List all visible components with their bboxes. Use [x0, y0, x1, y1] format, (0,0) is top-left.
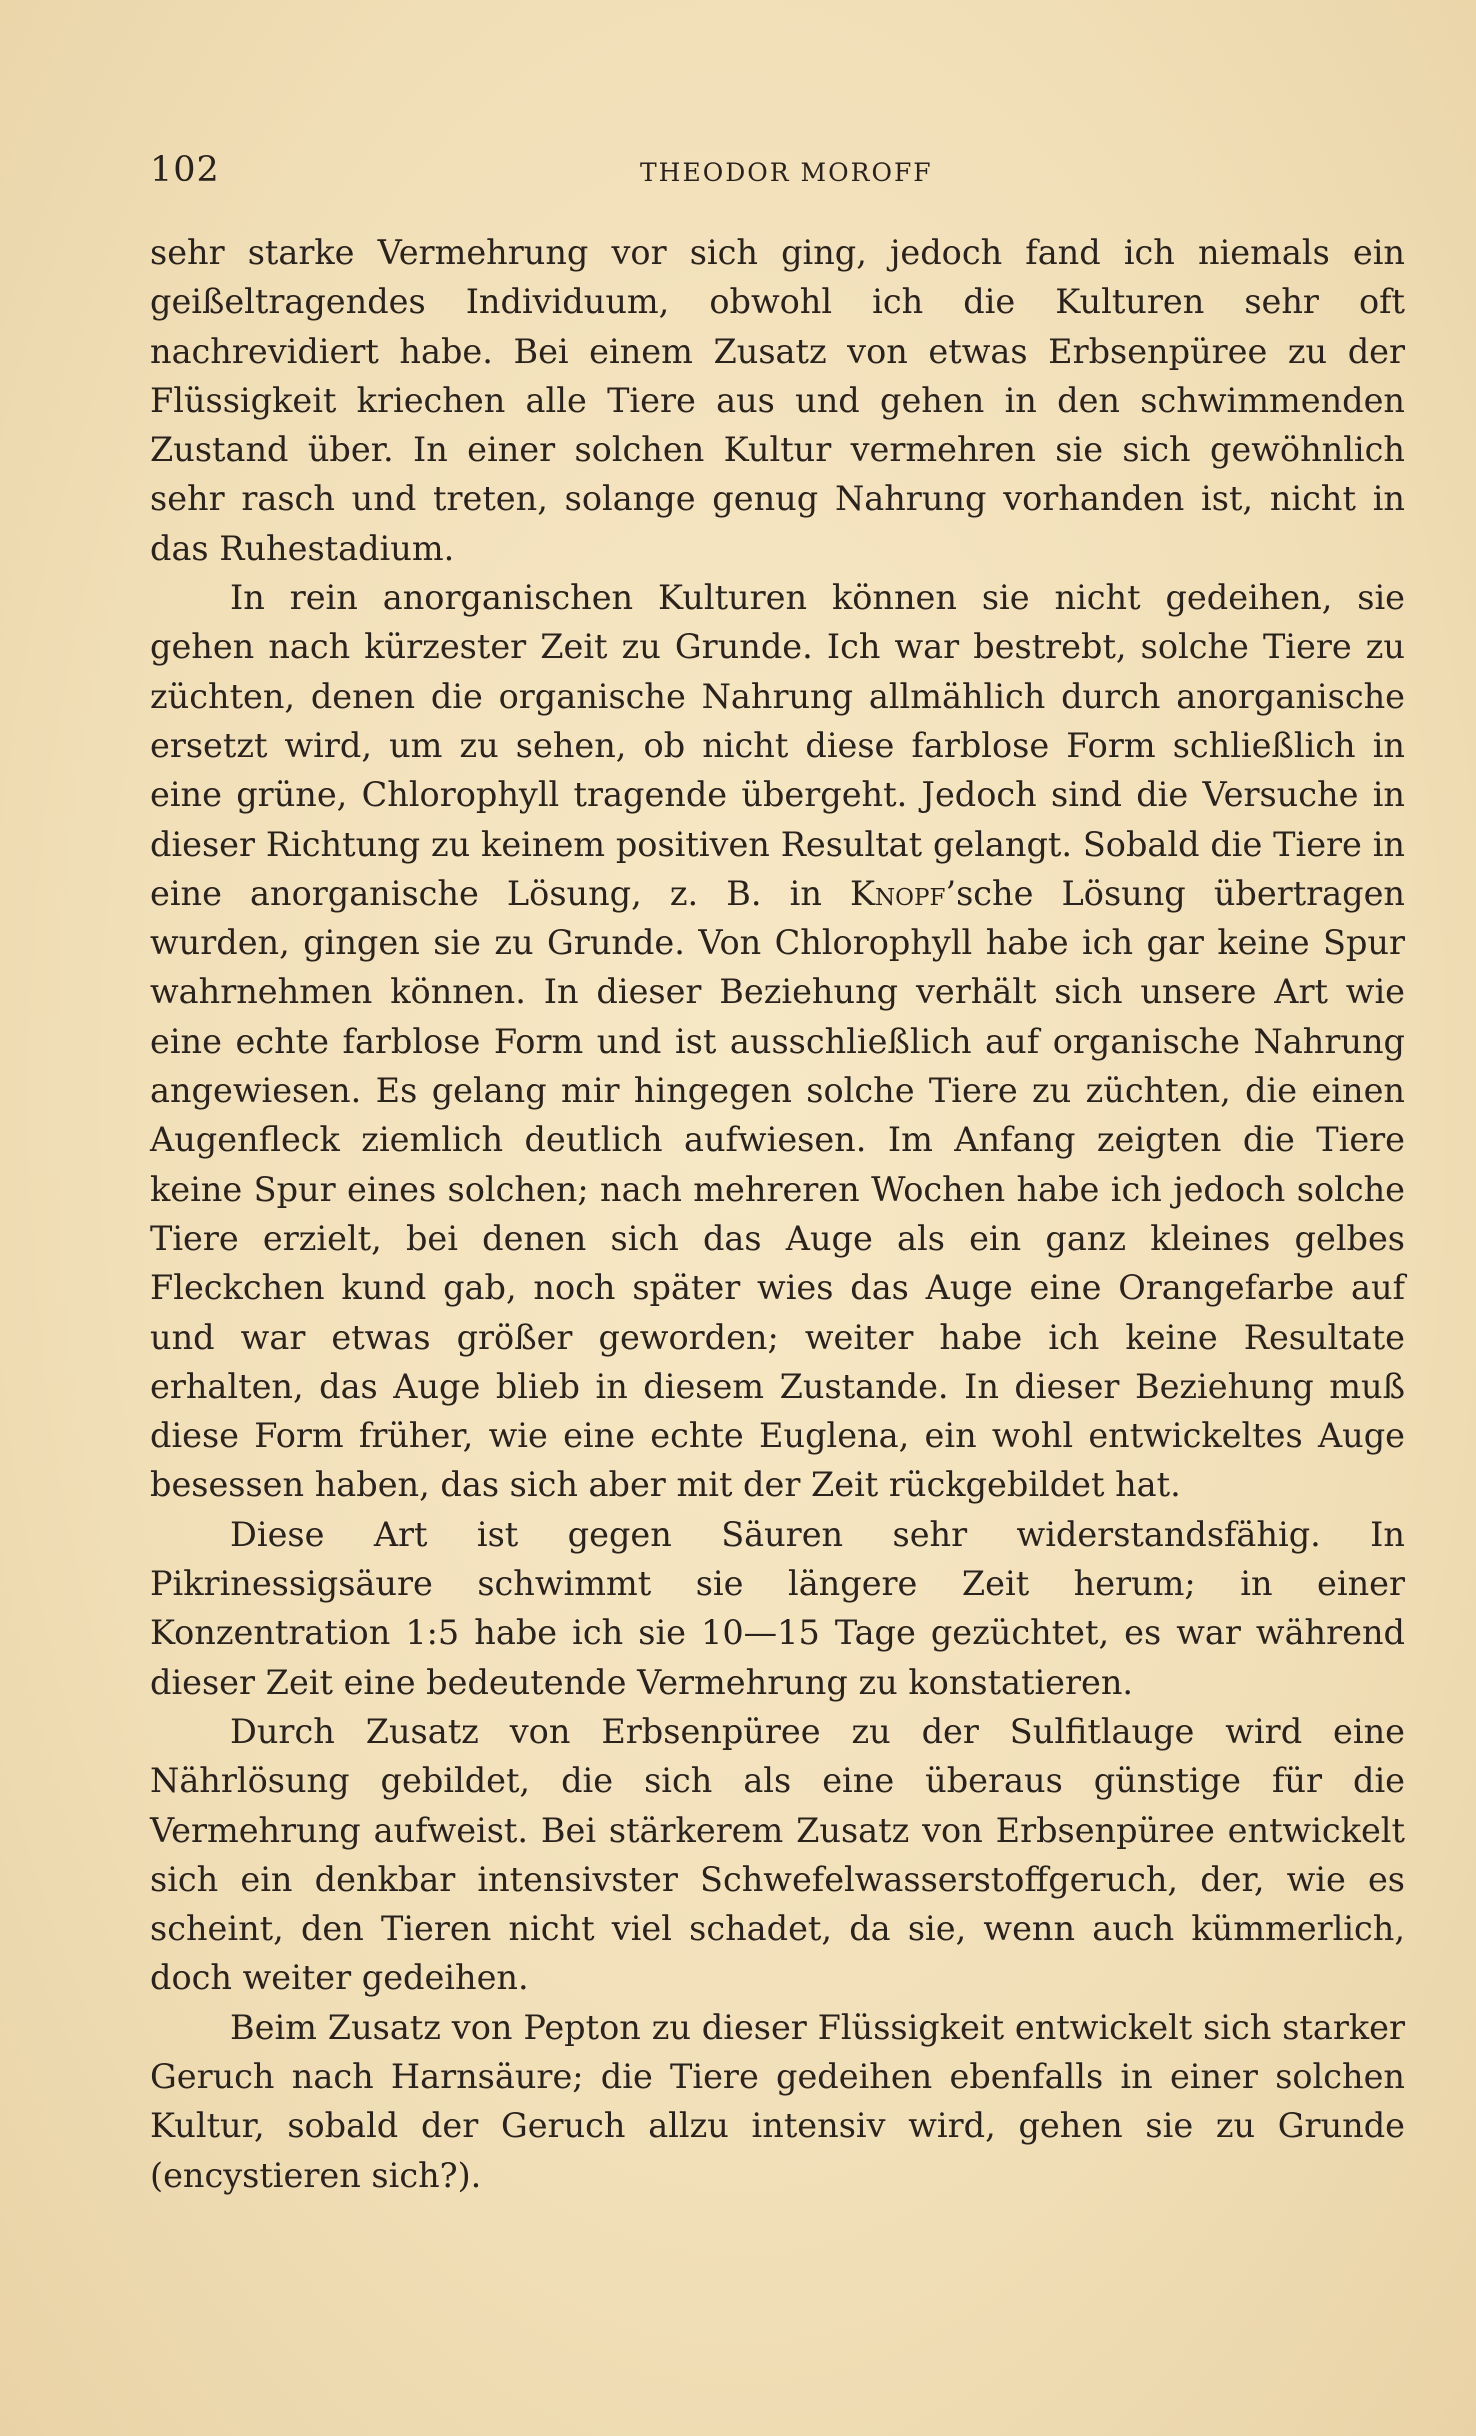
paragraph-2-text-b: ’sche Lösung übertragen wurden, gingen sie zu Grunde. Von Chlorophyll habe ich gar keine Spur wahrnehmen können. In dieser Beziehung verhält sich unsere Art wie eine echte farblose Form und ist ausschließlich auf organische Nahrung angewiesen. Es gelang mir hingegen solche Tiere zu züchten, die einen Augenfleck ziemlich deutlich aufwiesen. Im Anfang zeigten die Tiere keine Spur eines solchen; nach mehreren Wochen habe ich jedoch solche Tiere erzielt, bei denen sich das Auge als ein ganz kleines gelbes Fleckchen kund gab, noch später wies das Auge eine Orangefarbe auf und war etwas größer geworden; weiter habe ich keine Resultate erhalten, das Auge blieb in diesem Zustande. In dieser Beziehung muß diese Form früher, wie eine echte Euglena, ein wohl entwickeltes Auge besessen haben, das sich aber mit der Zeit rückgebildet hat.: [150, 873, 1405, 1505]
paragraph-2-text-a: In rein anorganischen Kulturen können sie nicht gedeihen, sie gehen nach kürzester Zeit zu Grunde. Ich war bestrebt, solche Tiere zu züchten, denen die organische Nahrung allmählich durch anorganische ersetzt wird, um zu sehen, ob nicht diese farblose Form schließlich in eine grüne, Chlorophyll tragende übergeht. Jedoch sind die Versuche in dieser Richtung zu keinem positiven Resultat gelangt. Sobald die Tiere in eine anorganische Lösung, z. B. in: [150, 578, 1405, 913]
paragraph-4: Durch Zusatz von Erbsenpüree zu der Sulfitlauge wird eine Nährlösung gebildet, die sich als eine überaus günstige für die Vermehrung aufweist. Bei stärkerem Zusatz von Erbsenpüree entwickelt sich ein denkbar intensivster Schwefelwasserstoffgeruch, der, wie es scheint, den Tieren nicht viel schadet, da sie, wenn auch kümmerlich, doch weiter gedeihen.: [150, 1711, 1405, 1998]
page-number: 102: [150, 150, 220, 190]
paragraph-1: sehr starke Vermehrung vor sich ging, jedoch fand ich niemals ein geißeltragendes Individuum, obwohl ich die Kulturen sehr oft nachrevidiert habe. Bei einem Zusatz von etwas Erbsenpüree zu der Flüssigkeit kriechen alle Tiere aus und gehen in den schwimmenden Zustand über. In einer solchen Kultur vermehren sie sich gewöhnlich sehr rasch und treten, solange genug Nahrung vorhanden ist, nicht in das Ruhestadium.: [150, 233, 1405, 568]
body-text: [150, 228, 1405, 2200]
author-name-knopf: Knopf: [850, 873, 946, 913]
paragraph-5: Beim Zusatz von Pepton zu dieser Flüssigkeit entwickelt sich starker Geruch nach Harnsäure; die Tiere gedeihen ebenfalls in einer solchen Kultur, sobald der Geruch allzu intensiv wird, gehen sie zu Grunde (encystieren sich?).: [150, 2007, 1405, 2195]
paragraph-3: Diese Art ist gegen Säuren sehr widerstandsfähig. In Pikrinessigsäure schwimmt sie längere Zeit herum; in einer Konzentration 1:5 habe ich sie 10—15 Tage gezüchtet, es war während dieser Zeit eine bedeutende Vermehrung zu konstatieren.: [150, 1514, 1405, 1702]
running-head: THEODOR MOROFF: [640, 158, 933, 187]
paragraph-2: [150, 573, 1405, 1510]
